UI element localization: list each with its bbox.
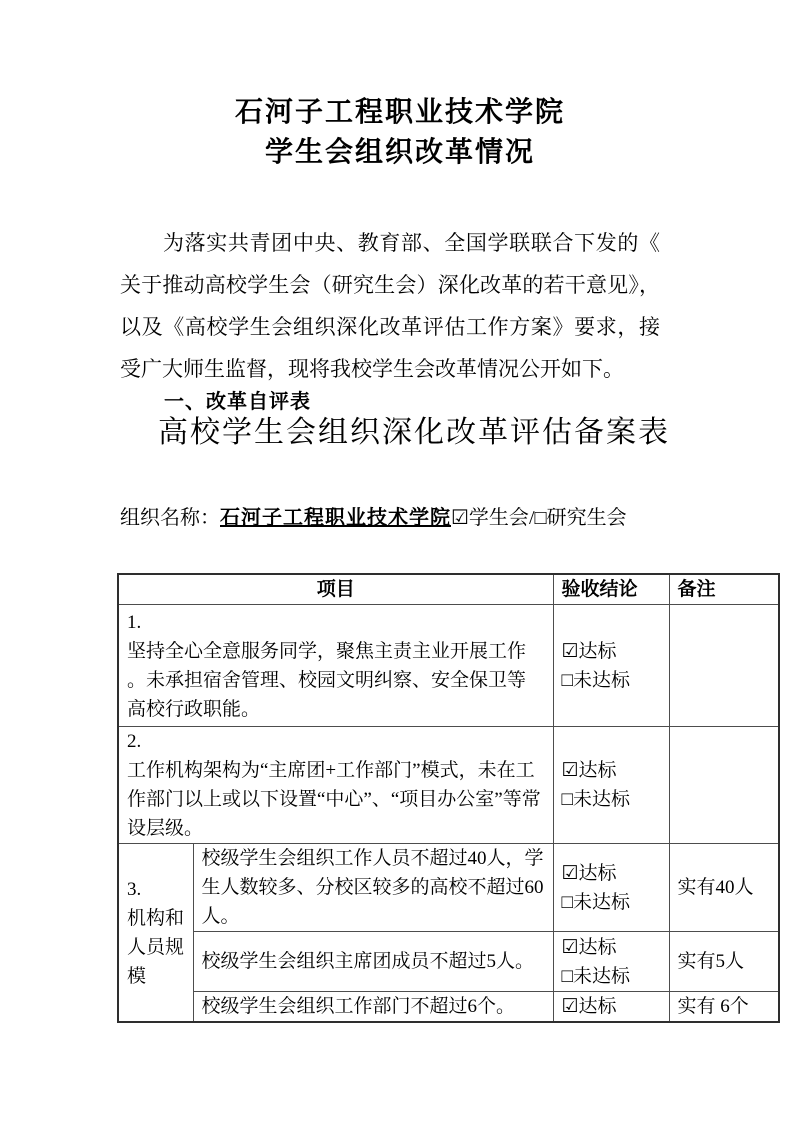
item-group-label-cell bbox=[118, 844, 193, 1023]
item-cell-3c bbox=[193, 992, 553, 1023]
item-text-3b: 校级学生会组织主席团成员不超过5人。 bbox=[201, 951, 535, 972]
item-group-label: 机构和人员规模 bbox=[127, 907, 185, 987]
remark-cell-1 bbox=[669, 605, 779, 727]
org-name-value: 石河子工程职业技术学院 bbox=[220, 507, 451, 529]
form-title: 高校学生会组织深化改革评估备案表 bbox=[158, 416, 670, 449]
assessment-table bbox=[117, 573, 780, 1023]
table-row-3b bbox=[118, 932, 779, 992]
checkbox-met-1: ☑达标 bbox=[561, 640, 617, 662]
item-cell-3a bbox=[193, 844, 553, 932]
checkbox-met-3c: ☑达标 bbox=[561, 996, 617, 1017]
column-header-conclusion: 验收结论 bbox=[553, 574, 669, 605]
column-header-remark: 备注 bbox=[669, 574, 779, 605]
org-name-label: 组织名称： bbox=[120, 507, 220, 529]
remark-cell-2 bbox=[669, 727, 779, 844]
table-header-row bbox=[118, 574, 779, 605]
conclusion-cell-3c bbox=[553, 992, 669, 1023]
item-text-1: 坚持全心全意服务同学，聚焦主责主业开展工作。未承担宿舍管理、校园文明纠察、安全保卫等高校行政职能。 bbox=[127, 640, 527, 720]
checkbox-met-3b: ☑达标 bbox=[561, 936, 617, 958]
conclusion-cell-2 bbox=[553, 727, 669, 844]
checkbox-not-met-3b: □未达标 bbox=[561, 965, 630, 987]
intro-paragraph: 为落实共青团中央、教育部、全国学联联合下发的《关于推动高校学生会（研究生会）深化改革的若干意见》，以及《高校学生会组织深化改革评估工作方案》要求，接受广大师生监督，现将我校学生会改革情况公开如下。 bbox=[120, 231, 660, 381]
org-name-line bbox=[120, 504, 627, 532]
option-separator: / bbox=[528, 507, 535, 529]
table-row-3a bbox=[118, 844, 779, 932]
item-text-2: 工作机构架构为“主席团+工作部门”模式，未在工作部门以上或以下设置“中心”、“项目办公室”等常设层级。 bbox=[127, 760, 541, 839]
remark-cell-3a: 实有40人 bbox=[669, 844, 779, 932]
item-cell-1 bbox=[118, 605, 553, 727]
item-number-2: 2. bbox=[127, 731, 142, 752]
column-header-item: 项目 bbox=[118, 574, 553, 605]
checkbox-not-met-3a: □未达标 bbox=[561, 891, 630, 913]
checkbox-not-met-2: □未达标 bbox=[561, 789, 630, 810]
conclusion-cell-1 bbox=[553, 605, 669, 727]
postgrad-union-checkbox-option: □研究生会 bbox=[534, 507, 627, 529]
checkbox-not-met-1: □未达标 bbox=[561, 669, 630, 691]
remark-cell-3c: 实有 6个 bbox=[669, 992, 779, 1023]
document-title bbox=[0, 93, 800, 173]
item-text-3a: 校级学生会组织工作人员不超过40人，学生人数较多、分校区较多的高校不超过60人。 bbox=[201, 848, 544, 927]
conclusion-cell-3b bbox=[553, 932, 669, 992]
item-text-3c: 校级学生会组织工作部门不超过6个。 bbox=[201, 996, 516, 1017]
remark-cell-3b: 实有5人 bbox=[669, 932, 779, 992]
student-union-checkbox-option: ☑学生会 bbox=[451, 507, 529, 529]
conclusion-cell-3a bbox=[553, 844, 669, 932]
table-row-3c bbox=[118, 992, 779, 1023]
checkbox-met-2: ☑达标 bbox=[561, 760, 617, 781]
item-number-3: 3. bbox=[127, 878, 142, 900]
table-row-2 bbox=[118, 727, 779, 844]
section-heading: 一、改革自评表 bbox=[164, 391, 311, 413]
document-title-line2: 学生会组织改革情况 bbox=[264, 137, 535, 168]
document-title-line1: 石河子工程职业技术学院 bbox=[234, 97, 565, 128]
item-cell-3b bbox=[193, 932, 553, 992]
item-number-1: 1. bbox=[127, 611, 142, 633]
table-row-1 bbox=[118, 605, 779, 727]
item-cell-2 bbox=[118, 727, 553, 844]
checkbox-met-3a: ☑达标 bbox=[561, 862, 617, 884]
